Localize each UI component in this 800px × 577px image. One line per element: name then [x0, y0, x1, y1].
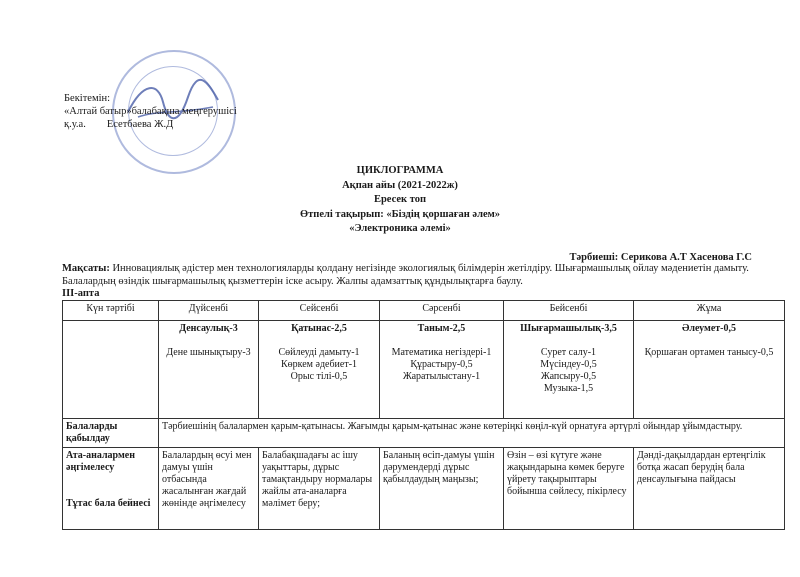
- subject-cell: [634, 321, 785, 419]
- table-row-parents: [63, 448, 785, 530]
- approval-block: [64, 92, 237, 131]
- subject-item: Музыка-1,5: [543, 383, 594, 394]
- subject-title: Қатынас-2,5: [291, 323, 347, 334]
- subject-cell: [259, 321, 380, 419]
- cyclogram-table: [62, 300, 785, 530]
- col-header: Сәрсенбі: [380, 301, 504, 321]
- col-header: Дүйсенбі: [159, 301, 259, 321]
- table-header-row: [63, 301, 785, 321]
- subject-title: Шығармашылық-3,5: [520, 323, 617, 334]
- col-header: Жұма: [634, 301, 785, 321]
- subject-item: Мүсіндеу-0,5: [540, 359, 597, 370]
- subject-item: Құрастыру-0,5: [410, 359, 473, 370]
- subject-title: Әлеумет-0,5: [681, 323, 737, 334]
- teachers-line: Тәрбиеші: Серикова А.Т Хасенова Г.С: [569, 252, 752, 263]
- parents-cell: Балабақшадағы ас ішу уақыттары, дұрыс тамақтандыру нормалары жайлы ата-аналарға мәлімет беру;: [259, 448, 380, 530]
- col-header: Күн тәртібі: [63, 301, 159, 321]
- row-label: Ата-аналармен әңгімелесу: [66, 450, 135, 473]
- row-label: Балаларды қабылдау: [63, 419, 159, 448]
- goal-text: Инновациялық әдістер мен технологияларды қолдану негізінде экологиялық білімдерін жетілдіру. Шығармашылық ойлау мәдениетін дамыту. Балалардың өзіндік шығармашылық қызметтерін іске асыру. Жалпы адамзаттық құндылықтарға баулу.: [62, 263, 749, 287]
- empty-cell: [63, 321, 159, 419]
- document-subtheme: «Электроника әлемі»: [349, 223, 451, 234]
- subject-title: Денсаулық-3: [179, 323, 238, 334]
- subject-item: Көркем әдебиет-1: [280, 359, 358, 370]
- document-group: Ересек топ: [373, 194, 427, 205]
- subject-cell: [159, 321, 259, 419]
- parents-cell: Баланың өсіп-дамуы үшін дәрумендерді дұрыс қабылдаудың маңызы;: [380, 448, 504, 530]
- table-row-subjects: [63, 321, 785, 419]
- subject-item: Математика негіздері-1: [391, 347, 492, 358]
- parents-cell: Дәнді-дақылдардан ертеңгілік ботқа жасап берудің бала денсаулығына пайдасы: [634, 448, 785, 530]
- subject-item: Сөйлеуді дамыту-1: [278, 347, 360, 358]
- goal-label: Мақсаты:: [62, 263, 110, 274]
- goal-paragraph: [62, 262, 762, 288]
- document-month: Ақпан айы (2021-2022ж): [342, 179, 458, 191]
- approval-role: қ.у.а.: [64, 119, 86, 130]
- document-title: ЦИКЛОГРАММА: [356, 165, 444, 176]
- col-header: Бейсенбі: [504, 301, 634, 321]
- parents-cell: Балалардың өсуі мен дамуы үшін отбасында жасалынған жағдай жөнінде әңгімелесу: [159, 448, 259, 530]
- subject-cell: [504, 321, 634, 419]
- approval-name: Есетбаева Ж.Д: [106, 119, 174, 130]
- subject-item: Жаратылыстану-1: [402, 371, 481, 382]
- subject-item: Орыс тілі-0,5: [290, 371, 348, 382]
- approval-line3: [64, 118, 237, 131]
- subject-item: Жапсыру-0,5: [540, 371, 597, 382]
- row-label-cell: [63, 448, 159, 530]
- col-header: Сейсенбі: [259, 301, 380, 321]
- document-theme: Өтпелі тақырып: «Біздің қоршаған әлем»: [299, 208, 501, 220]
- approval-line2: «Алтай батыр»балабақша меңгерушісі: [64, 106, 237, 117]
- reception-text: Тәрбиешінің балалармен қарым-қатынасы. Жағымды қарым-қатынас және көтеріңкі көңіл-күй орнатуға әртүрлі ойындар ұйымдастыру.: [159, 419, 785, 448]
- approval-line1: Бекітемін:: [64, 93, 111, 104]
- row-label-secondary: Тұтас бала бейнесі: [66, 498, 151, 509]
- title-block: [0, 164, 800, 237]
- subject-title: Таным-2,5: [417, 323, 466, 334]
- subject-item: Дене шынықтыру-3: [166, 347, 251, 358]
- subject-item: Қоршаған ортамен танысу-0,5: [644, 347, 774, 358]
- parents-cell: Өзін – өзі күтуге және жақындарына көмек беруге үйрету тақырыптары бойынша сөйлесу, пікірлесу: [504, 448, 634, 530]
- week-label: ІІІ-апта: [62, 288, 100, 299]
- subject-item: Сурет салу-1: [540, 347, 597, 358]
- subject-cell: [380, 321, 504, 419]
- table-row-reception: [63, 419, 785, 448]
